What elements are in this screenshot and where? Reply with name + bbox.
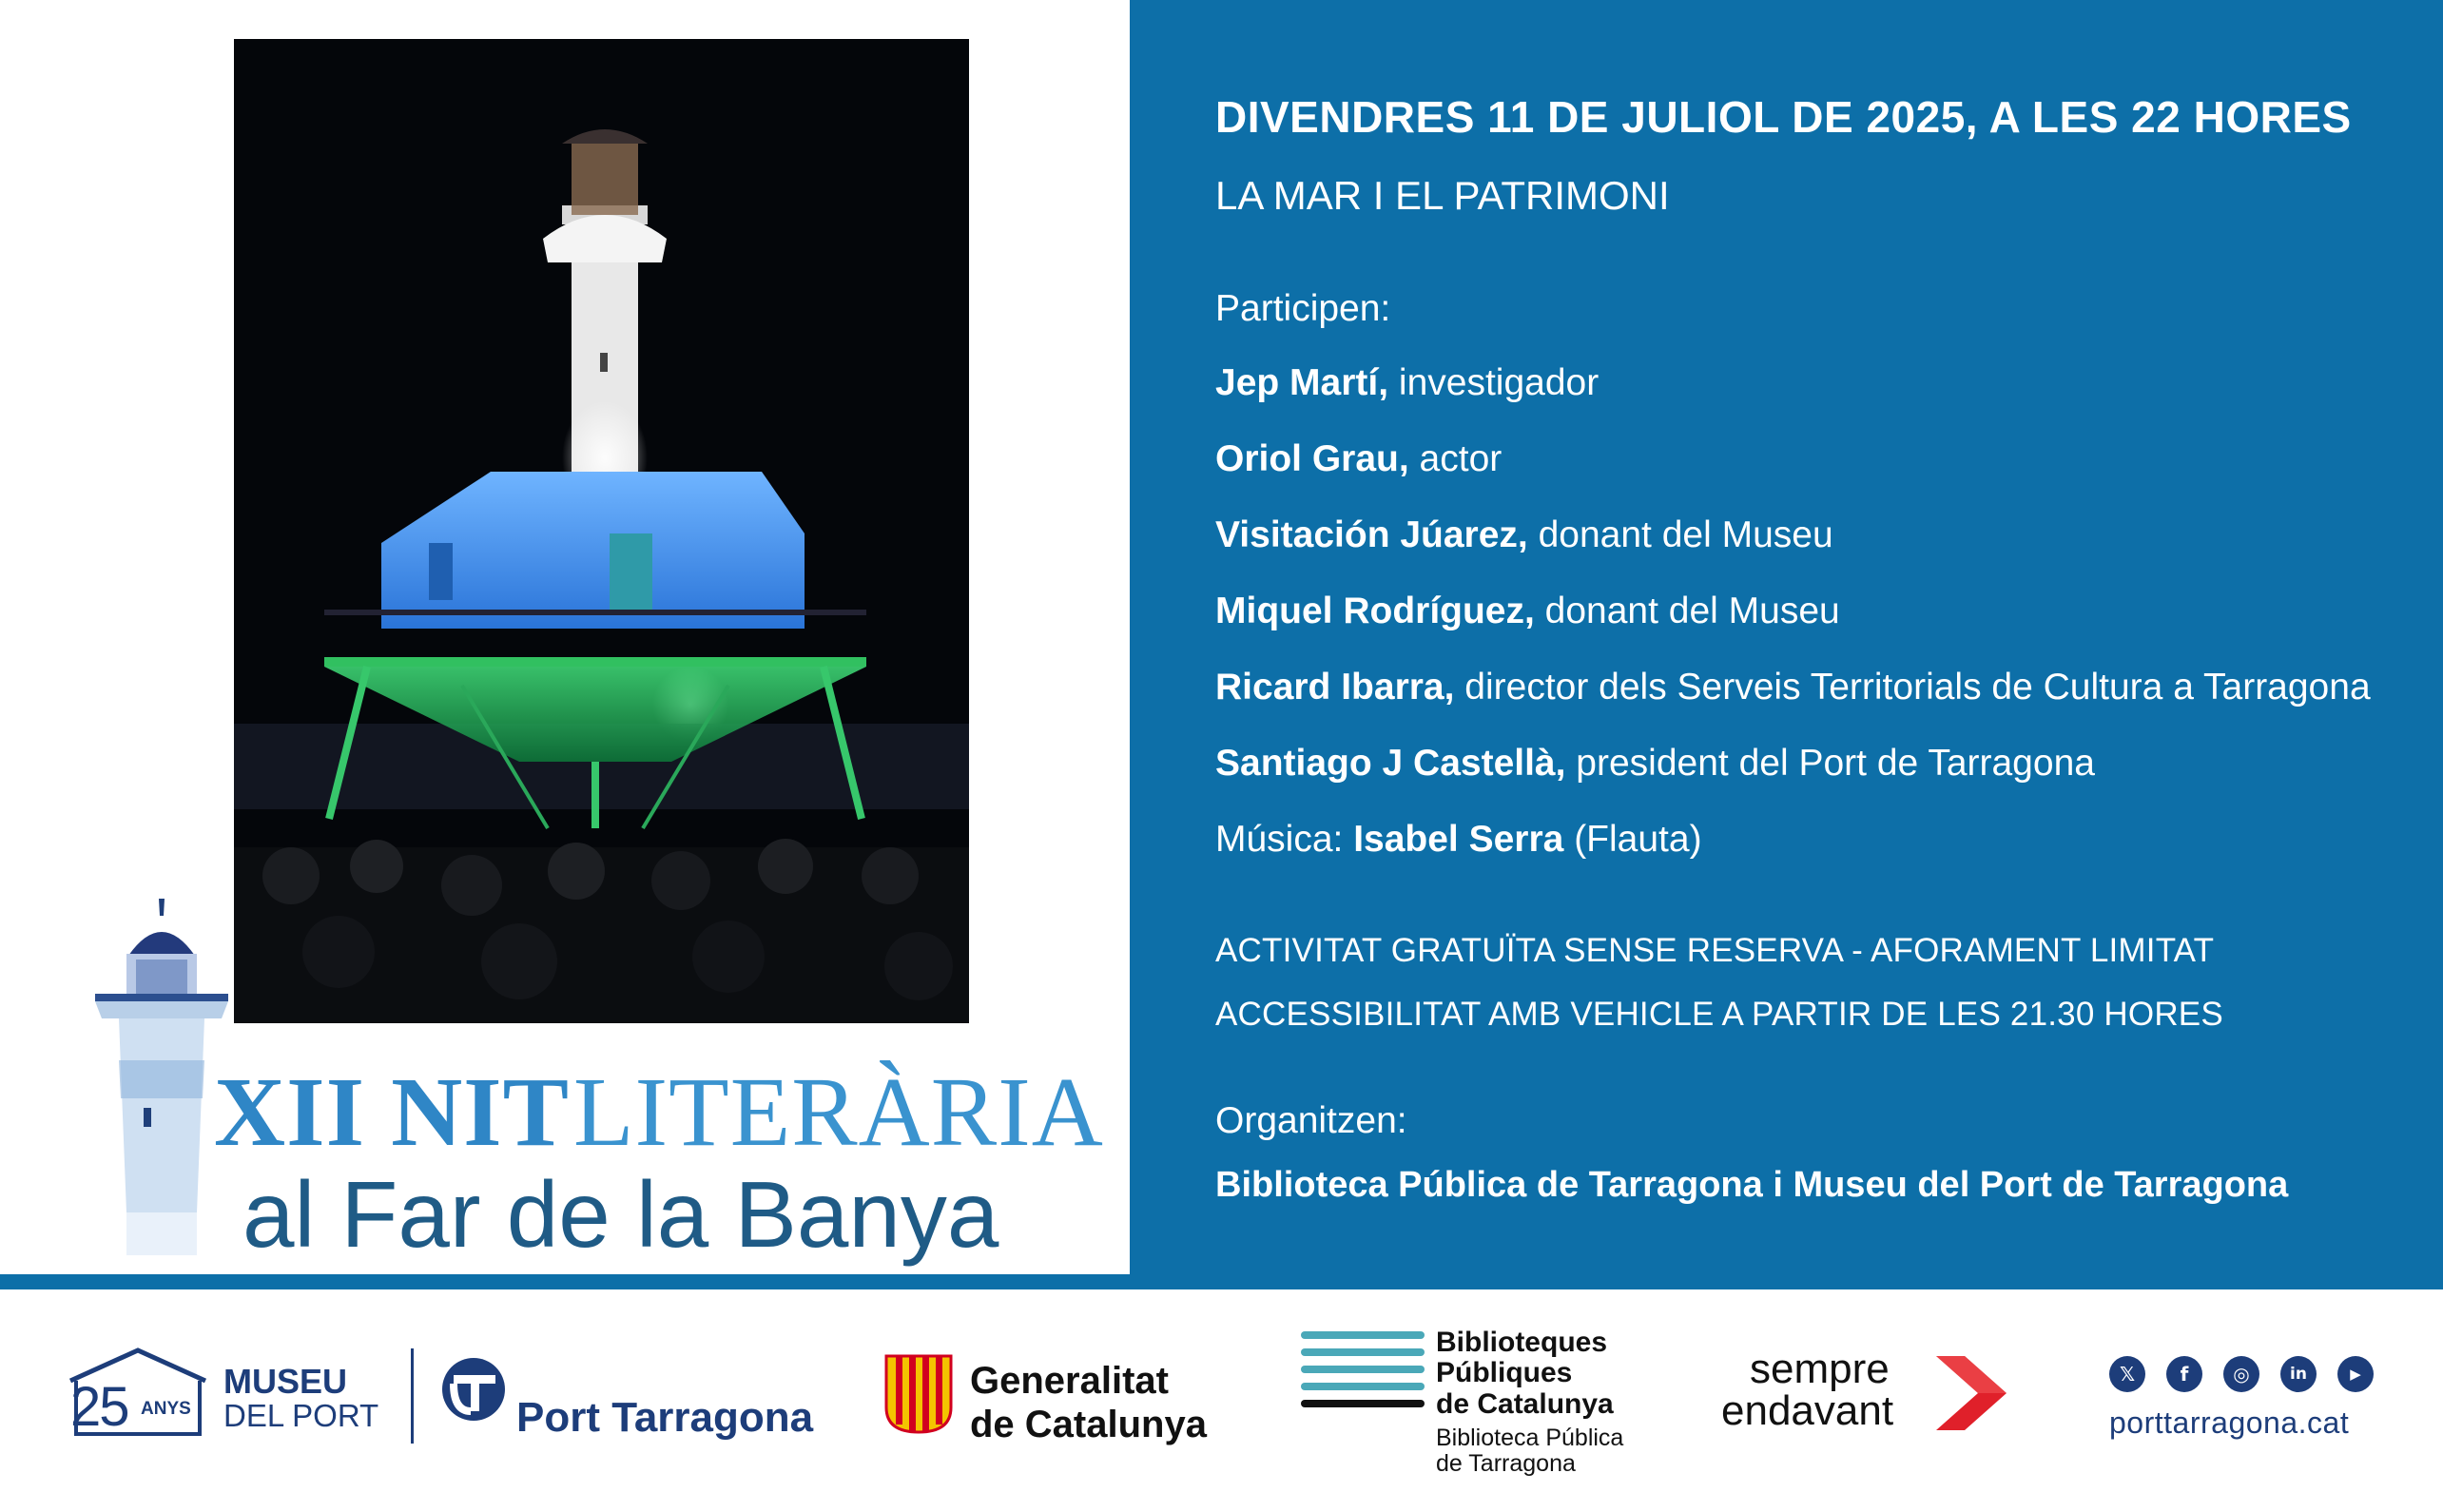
biblio-line-2: Públiques (1436, 1357, 1573, 1389)
notice-vehicle-access: ACCESSIBILITAT AMB VEHICLE A PARTIR DE LES 21.30 HORES (1215, 996, 2223, 1033)
museu-line-1: MUSEU (223, 1362, 348, 1401)
organizers-names: Biblioteca Pública de Tarragona i Museu del Port de Tarragona (1215, 1165, 2289, 1205)
lighthouse-night-photo (234, 39, 969, 1023)
biblio-line-3: de Catalunya (1436, 1387, 1614, 1420)
facebook-icon[interactable]: f (2166, 1356, 2202, 1392)
participant-role: president del Port de Tarragona (1565, 743, 2095, 784)
participant-item (1215, 743, 2095, 785)
website-url[interactable]: porttarragona.cat (2109, 1405, 2350, 1440)
title-nit: NIT (391, 1057, 571, 1167)
chevron-right-icon (1932, 1352, 2018, 1434)
participant-name: Santiago J Castellà, (1215, 743, 1566, 784)
event-info-panel (1130, 0, 2443, 1274)
generalitat-line-2: de Catalunya (970, 1404, 1207, 1445)
participant-role: investigador (1388, 362, 1600, 403)
port-tarragona-name: Port Tarragona (516, 1394, 814, 1441)
sempre-line-1: sempre (1750, 1346, 1890, 1392)
event-date-headline: DIVENDRES 11 DE JULIOL DE 2025, A LES 22 HORES (1215, 92, 2352, 142)
social-icons-row (2109, 1356, 2385, 1392)
title-line-2: al Far de la Banya (242, 1162, 999, 1267)
participant-item (1215, 438, 1502, 480)
biblio-sub-2: de Tarragona (1436, 1450, 1576, 1477)
participant-item (1215, 362, 1599, 404)
generalitat-line-1: Generalitat (970, 1360, 1169, 1402)
participant-name: Jep Martí, (1215, 362, 1389, 403)
music-label: Música: (1215, 819, 1354, 860)
participant-role: donant del Museu (1534, 591, 1840, 631)
music-detail: (Flauta) (1563, 819, 1702, 860)
sempre-endavant-text (1721, 1348, 1893, 1432)
event-theme: LA MAR I EL PATRIMONI (1215, 173, 1670, 218)
museu-name (223, 1364, 378, 1432)
sponsor-footer (0, 1289, 2443, 1512)
generalitat-name (970, 1359, 1207, 1446)
participant-role: director dels Serveis Territorials de Cultura a Tarragona (1454, 667, 2371, 708)
logo-divider (411, 1348, 414, 1444)
title-line-1 (214, 1057, 1104, 1167)
music-performer: Isabel Serra (1353, 819, 1564, 860)
biblioteca-tarragona-name (1436, 1425, 1623, 1477)
linkedin-icon[interactable]: in (2280, 1356, 2317, 1392)
participant-name: Visitación Júarez, (1215, 514, 1528, 555)
organizers-label: Organitzen: (1215, 1100, 1407, 1141)
footer-divider (0, 1274, 2443, 1289)
museu-line-2: DEL PORT (223, 1397, 379, 1433)
participant-item (1215, 667, 2371, 708)
participant-item (1215, 591, 1840, 632)
left-panel (0, 0, 1129, 1274)
event-title (214, 1057, 1104, 1267)
music-credit (1215, 819, 1702, 861)
museu-25-number: 25 (70, 1376, 128, 1438)
port-tarragona-mark-icon (440, 1356, 507, 1423)
instagram-icon[interactable]: ◎ (2223, 1356, 2259, 1392)
participants-label: Participen: (1215, 288, 1391, 329)
lighthouse-photo-illustration (234, 39, 969, 1023)
title-literaria: LITERÀRIA (573, 1057, 1104, 1167)
book-lines-icon (1301, 1328, 1429, 1423)
x-icon[interactable]: 𝕏 (2109, 1356, 2145, 1392)
participant-role: donant del Museu (1527, 514, 1833, 555)
participant-name: Ricard Ibarra, (1215, 667, 1455, 708)
social-links (2109, 1356, 2385, 1441)
sempre-line-2: endavant (1721, 1387, 1894, 1434)
notice-free-activity: ACTIVITAT GRATUÏTA SENSE RESERVA - AFORAMENT LIMITAT (1215, 932, 2215, 969)
participant-name: Miquel Rodríguez, (1215, 591, 1535, 631)
participant-item (1215, 514, 1833, 556)
biblio-sub-1: Biblioteca Pública (1436, 1425, 1624, 1451)
senyera-shield-icon (884, 1354, 953, 1434)
museu-anys-label: ANYS (141, 1399, 191, 1419)
participant-role: actor (1408, 438, 1503, 479)
youtube-icon[interactable]: ▶ (2337, 1356, 2374, 1392)
biblio-line-1: Biblioteques (1436, 1327, 1608, 1358)
museu-del-port-logo (67, 1347, 399, 1451)
participant-name: Oriol Grau, (1215, 438, 1409, 479)
biblioteques-name (1436, 1328, 1614, 1420)
title-edition: XII (214, 1057, 366, 1167)
lighthouse-logo-icon (90, 899, 233, 1255)
